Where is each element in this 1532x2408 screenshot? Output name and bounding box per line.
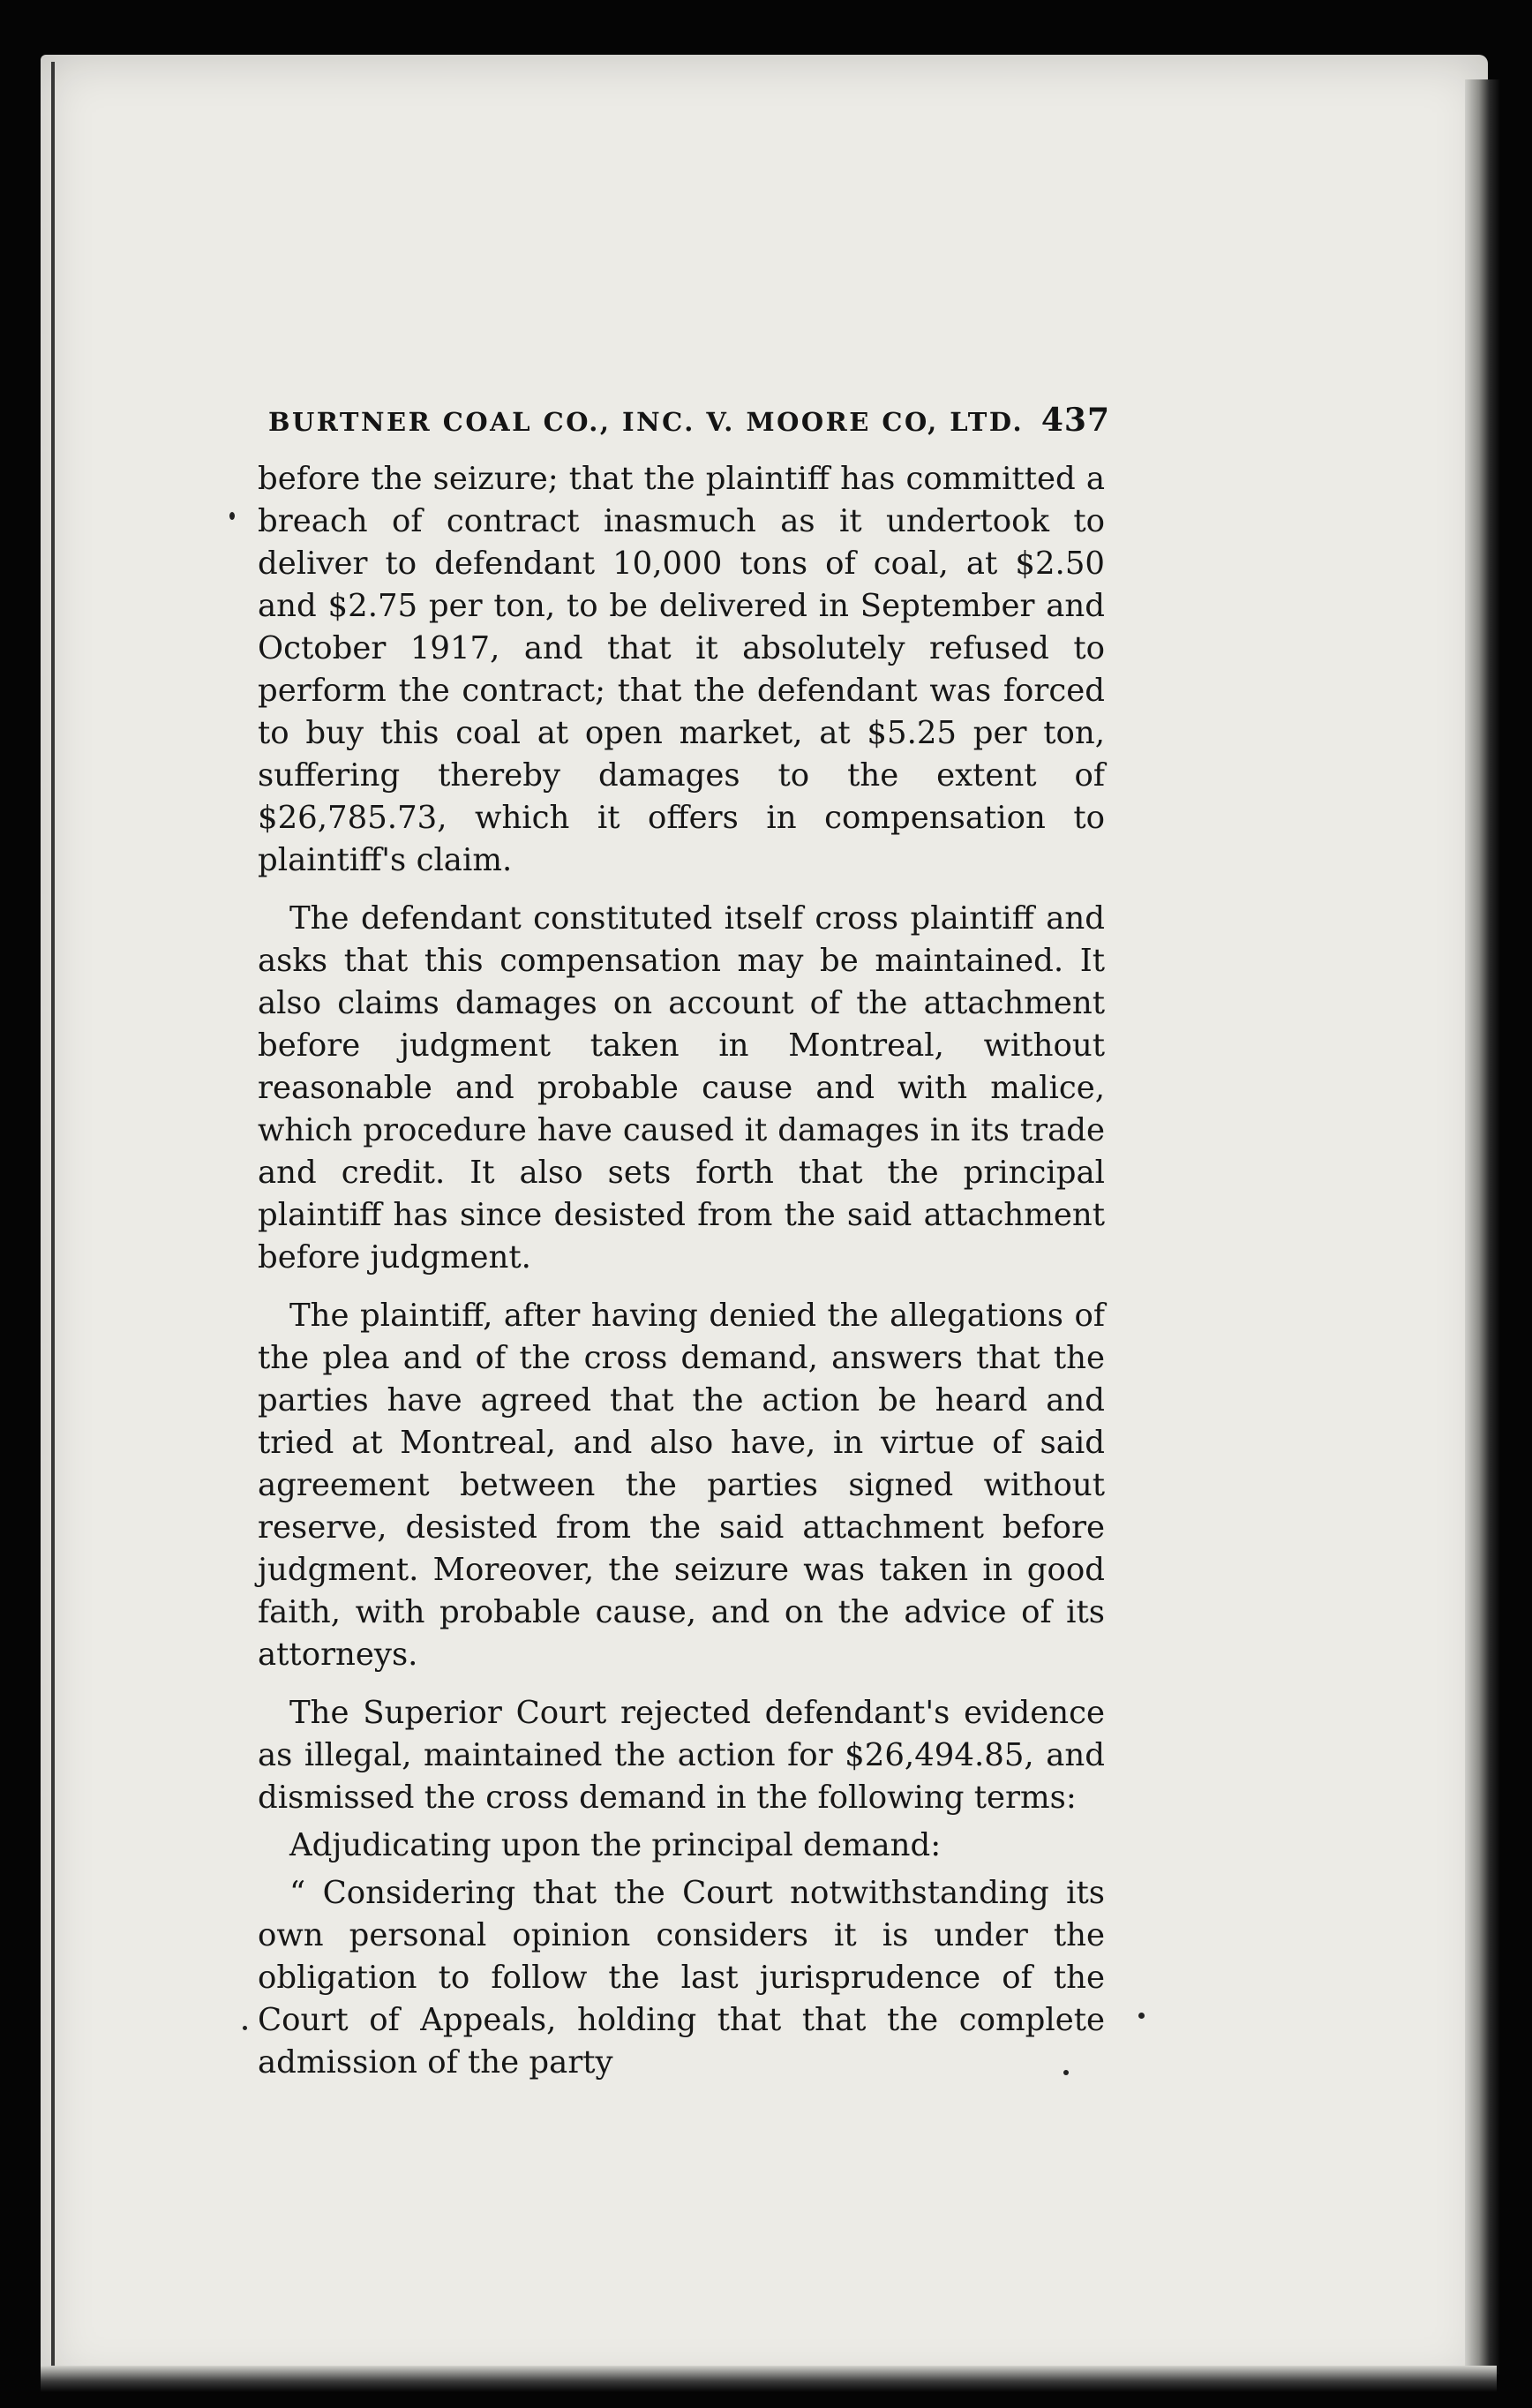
page-number: 437 <box>1040 402 1110 439</box>
paragraph-plaintiff-answer: The plaintiff, after having denied the allegations of the plea and of the cross demand, answers that the parties have agreed that the action be heard and tried at Montreal, and also have, in virtue of said agreement between the parties signed without reserve, desisted from the said attachment before judgment. Moreover, the seizure was taken in good faith, with probable cause, and on the advice of its attorneys. <box>258 1298 1105 1673</box>
running-head <box>268 402 1110 439</box>
paragraph-adjudicating: Adjudicating upon the principal demand: <box>289 1827 942 1863</box>
ink-speck <box>243 2026 247 2030</box>
page-bottom-edge <box>41 2366 1497 2392</box>
paragraph-considering-quote: “ Considering that the Court notwithstanding its own personal opinion considers it is under the obligation to follow the last jurisprudence of the Court of Appeals, holding that that the complete admission of the party <box>258 1875 1105 2081</box>
ink-speck <box>1138 2013 1145 2019</box>
paragraph-cross-plaintiff: The defendant constituted itself cross plaintiff and asks that this compensation may be maintained. It also claims damages on account of the attachment before judgment taken in Montreal, without reasonable and probable cause and with malice, which procedure have caused it damages in its trade and credit. It also sets forth that the principal plaintiff has since desisted from the said attachment before judgment. <box>258 900 1105 1275</box>
ink-speck <box>229 512 235 520</box>
page-right-edge <box>1465 79 1500 2374</box>
running-head-title: BURTNER COAL CO., INC. V. MOORE CO, LTD. <box>268 407 1025 437</box>
page-text <box>258 402 1110 2100</box>
paragraph-continued: before the seizure; that the plaintiff has committed a breach of contract inasmuch as it undertook to deliver to defendant 10,000 tons of coal, at $2.50 and $2.75 per ton, to be delivered in September and October 1917, and that it absolutely refused to perform the contract; that the defendant was forced to buy this coal at open market, at $5.25 per ton, suffering thereby damages to the extent of $26,785.73, which it offers in compensation to plaintiff's claim. <box>258 461 1105 878</box>
paragraph-superior-court: The Superior Court rejected defendant's evidence as illegal, maintained the action for $26,494.85, and dismissed the cross demand in the following terms: <box>258 1695 1105 1816</box>
binding-gutter-line <box>51 62 55 2383</box>
